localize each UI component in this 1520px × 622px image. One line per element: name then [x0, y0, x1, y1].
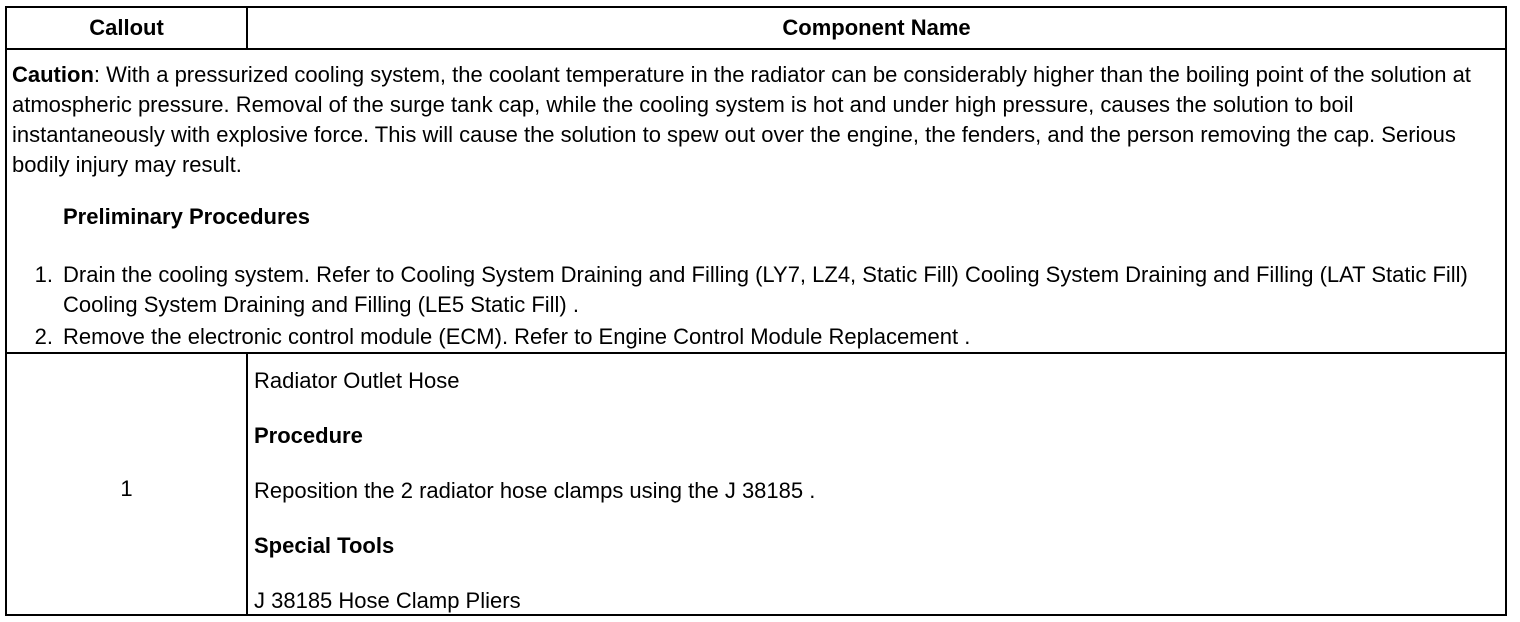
callout-number: 1	[120, 476, 133, 501]
caution-label: Caution	[12, 62, 94, 87]
step-number: 1.	[34, 262, 53, 287]
step-number: 2.	[34, 324, 53, 349]
component-table	[5, 6, 1507, 616]
preliminary-procedures-heading: Preliminary Procedures	[63, 204, 311, 229]
preliminary-step	[7, 260, 1502, 320]
special-tools-heading: Special Tools	[254, 533, 395, 558]
component-name-column-header: Component Name	[782, 15, 971, 40]
callout-column-header: Callout	[7, 8, 248, 48]
step-text: Drain the cooling system. Refer to Cooling System Draining and Filling (LY7, LZ4, Static Fill) Cooling System Draining and Filling (LAT Static Fill) Cooling System Draining and Filling (LE5 Static Fill) .	[63, 262, 1468, 317]
table-header-row	[7, 8, 1505, 50]
table-row	[7, 354, 1505, 614]
procedure-heading: Procedure	[254, 423, 363, 448]
special-tools-text: J 38185 Hose Clamp Pliers	[254, 588, 521, 613]
component-name-cell	[254, 354, 1505, 614]
preliminary-steps-list	[7, 260, 1502, 352]
procedure-text: Reposition the 2 radiator hose clamps using the J 38185 .	[254, 478, 816, 503]
caution-body: : With a pressurized cooling system, the coolant temperature in the radiator can be considerably higher than the boiling point of the solution at atmospheric pressure. Removal of the surge tank cap, while the cooling system is hot and under high pressure, causes the solution to boil instantaneously with explosive force. This will cause the solution to spew out over the engine, the fenders, and the person removing the cap. Serious bodily injury may result.	[12, 62, 1471, 177]
step-text: Remove the electronic control module (ECM). Refer to Engine Control Module Replacement .	[63, 324, 971, 349]
component-name: Radiator Outlet Hose	[254, 368, 460, 393]
caution-notice	[12, 60, 1497, 180]
preliminary-step	[7, 322, 1502, 352]
callout-cell	[7, 354, 248, 614]
caution-row	[7, 50, 1505, 354]
